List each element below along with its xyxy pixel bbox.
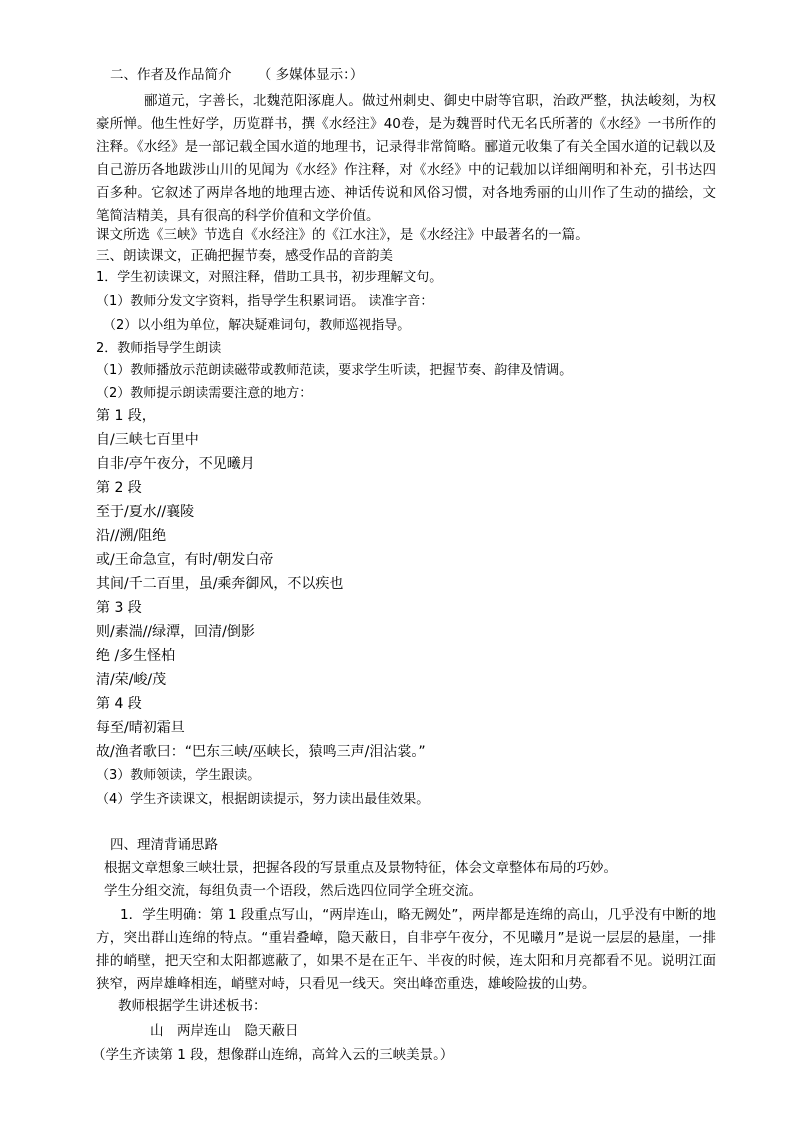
paragraph2-line1: 至于/夏水//襄陵 — [96, 504, 195, 520]
section4-intro: 根据文章想象三峡壮景，把握各段的写景重点及景物特征，体会文章整体布局的巧妙。 — [104, 860, 617, 876]
paragraph3-line3: 清/荣/峻/茂 — [96, 672, 167, 688]
section3-title: 三、朗读课文，正确把握节奏，感受作品的音韵美 — [96, 248, 393, 264]
student-clarification: 1．学生明确：第 1 段重点写山，“两岸连山，略无阙处”，两岸都是连绵的高山，几乎没有中断的地方，突出群山连绵的特点。“重岩叠嶂，隐天蔽日，自非亭午夜分，不见曦月”是说一层层的悬崖，一排排的峭壁，把天空和太阳都遮蔽了，如果不是在正午、半夜的时候，连太阳和月亮都看不见。说明江面狭窄，两岸雄峰相连，峭壁对峙，只看见一线天。突出峰峦重迭，雄峻险拔的山势。 — [96, 907, 716, 992]
section4-title: 四、理清背诵思路 — [110, 837, 218, 853]
excerpt-note: 课文所选《三峡》节选自《水经注》的《江水注》，是《水经注》中最著名的一篇。 — [96, 227, 589, 243]
paragraph2-line2: 沿//溯/阻绝 — [96, 528, 167, 544]
paragraph2-label: 第 2 段 — [96, 480, 142, 496]
paragraph2-line3: 或/王命急宣，有时/朝发白帝 — [96, 552, 274, 568]
step1-sub1: （1）教师分发文字资料，指导学生积累词语。 读准字音： — [96, 294, 434, 309]
paragraph1-line2: 自非/亭午夜分，不见曦月 — [96, 456, 255, 472]
step3: （3）教师领读，学生跟读。 — [96, 768, 261, 783]
step2-sub1: （1）教师播放示范朗读磁带或教师范读，要求学生听读，把握节奏、韵律及情调。 — [96, 363, 573, 378]
step2-sub2: （2）教师提示朗读需要注意的地方： — [96, 386, 313, 401]
media-note: （ 多媒体显示：） — [257, 67, 364, 83]
step2: 2．教师指导学生朗读 — [96, 341, 222, 356]
paragraph4-label: 第 4 段 — [96, 696, 142, 712]
paragraph1-label: 第 1 段， — [96, 408, 156, 424]
paragraph3-line2: 绝 /多生怪柏 — [96, 648, 176, 664]
paragraph1-line1: 自/三峡七百里中 — [96, 432, 199, 448]
paragraph3-label: 第 3 段 — [96, 600, 142, 616]
paragraph4-line2: 故/渔者歌曰：“巴东三峡/巫峡长，猿鸣三声/泪沾裳。” — [96, 744, 426, 760]
section2-heading — [110, 65, 730, 85]
step1: 1．学生初读课文，对照注释，借助工具书，初步理解文句。 — [96, 270, 443, 285]
step4: （4）学生齐读课文，根据朗读提示，努力读出最佳效果。 — [96, 792, 430, 807]
board-intro: 教师根据学生讲述板书： — [118, 998, 267, 1014]
step1-sub2: （2）以小组为单位，解决疑难词句，教师巡视指导。 — [103, 318, 411, 333]
closing-note: （学生齐读第 1 段，想像群山连绵，高耸入云的三峡美景。） — [92, 1047, 454, 1063]
paragraph3-line1: 则/素湍//绿潭，回清/倒影 — [96, 624, 255, 640]
paragraph4-line1: 每至/晴初霜旦 — [96, 720, 185, 736]
paragraph2-line4: 其间/千二百里，虽/乘奔御风，不以疾也 — [96, 576, 344, 592]
section2-title: 二、作者及作品简介 — [110, 67, 232, 83]
author-intro-paragraph: 郦道元，字善长，北魏范阳涿鹿人。做过州刺史、御史中尉等官职，治政严整，执法峻刻，为权豪所惮。他生性好学，历览群书，撰《水经注》40卷，是为魏晋时代无名氏所著的《水经》一书所作的注释。《水经》是一部记载全国水道的地理书，记录得非常简略。郦道元收集了有关全国水道的记载以及自己游历各地跋涉山川的见闻为《水经》作注释，对《水经》中的记载加以详细阐明和补充，引书达四百多种。它叙述了两岸各地的地理古迹、神话传说和风俗习惯，对各地秀丽的山川作了生动的描绘，文笔简洁精美，具有很高的科学价值和文学价值。 — [96, 93, 716, 224]
section4-groups: 学生分组交流，每组负责一个语段，然后选四位同学全班交流。 — [104, 883, 482, 899]
board-writing: 山 两岸连山 隐天蔽日 — [150, 1023, 299, 1039]
